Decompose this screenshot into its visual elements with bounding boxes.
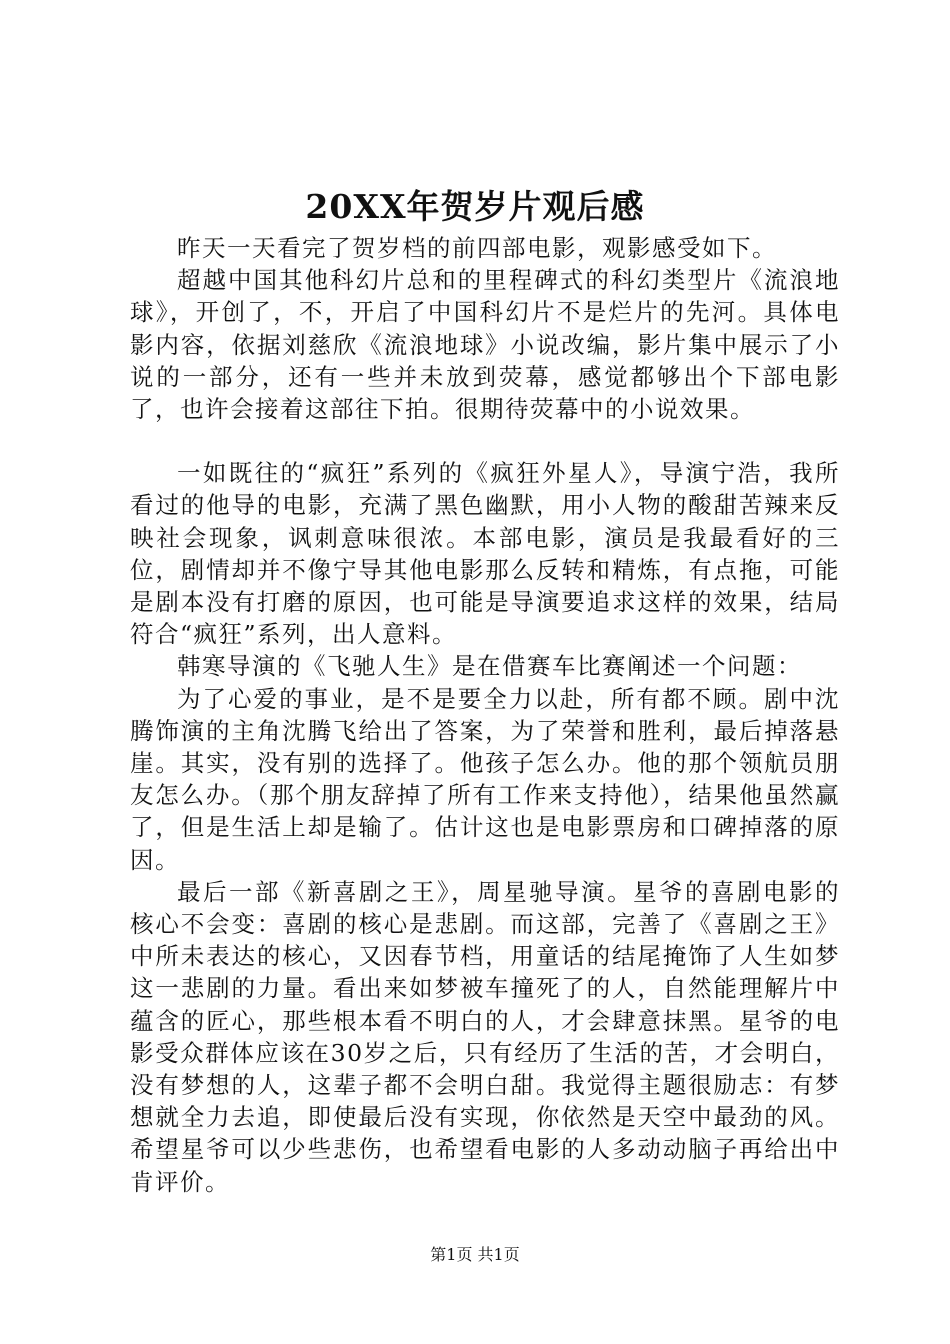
paragraph-new-king-of-comedy: 最后一部《新喜剧之王》，周星驰导演。星爷的喜剧电影的核心不会变：喜剧的核心是悲剧。而这部，完善了《喜剧之王》中所未表达的核心，又因春节档，用童话的结尾掩饰了人生如梦这一悲剧的力量。看出来如梦被车撞死了的人，自然能理解片中蕴含的匠心，那些根本看不明白的人，才会肆意抹黑。星爷的电影受众群体应该在30岁之后，只有经历了生活的苦，才会明白，没有梦想的人，这辈子都不会明白甜。我觉得主题很励志：有梦想就全力去追，即使最后没有实现，你依然是天空中最劲的风。希望星爷可以少些悲伤，也希望看电影的人多动动脑子再给出中肯评价。 bbox=[130, 877, 840, 1196]
paragraph-pegasus-intro: 韩寒导演的《飞驰人生》是在借赛车比赛阐述一个问题： bbox=[177, 652, 802, 681]
paragraph-intro: 昨天一天看完了贺岁档的前四部电影，观影感受如下。 bbox=[177, 234, 777, 262]
document-title: 20XX年贺岁片观后感 bbox=[305, 187, 645, 226]
paragraph-pegasus: 为了心爱的事业，是不是要全力以赴，所有都不顾。剧中沈腾饰演的主角沈腾飞给出了答案，为了荣誉和胜利，最后掉落悬崖。其实，没有别的选择了。他孩子怎么办。他的那个领航员朋友怎么办。（那个朋友辞掉了所有工作来支持他），结果他虽然赢了，但是生活上却是输了。估计这也是电影票房和口碑掉落的原因。 bbox=[130, 684, 840, 874]
paragraph-crazy-alien: 一如既往的“疯狂”系列的《疯狂外星人》，导演宁浩，我所看过的他导的电影，充满了黑色幽默，用小人物的酸甜苦辣来反映社会现象，讽刺意味很浓。本部电影，演员是我最看好的三位，剧情却并不像宁导其他电影那么反转和精炼，有点拖，可能是剧本没有打磨的原因，也可能是导演要追求这样的效果，结局符合“疯狂”系列，出人意料。 bbox=[130, 459, 840, 649]
document-body bbox=[130, 232, 840, 1198]
paragraph-wandering-earth: 超越中国其他科幻片总和的里程碑式的科幻类型片《流浪地球》，开创了，不，开启了中国科幻片不是烂片的先河。具体电影内容，依据刘慈欣《流浪地球》小说改编，影片集中展示了小说的一部分，还有一些并未放到荧幕，感觉都够出个下部电影了，也许会接着这部往下拍。很期待荧幕中的小说效果。 bbox=[130, 266, 840, 424]
page-footer: 第1页 共1页 bbox=[430, 1245, 520, 1264]
